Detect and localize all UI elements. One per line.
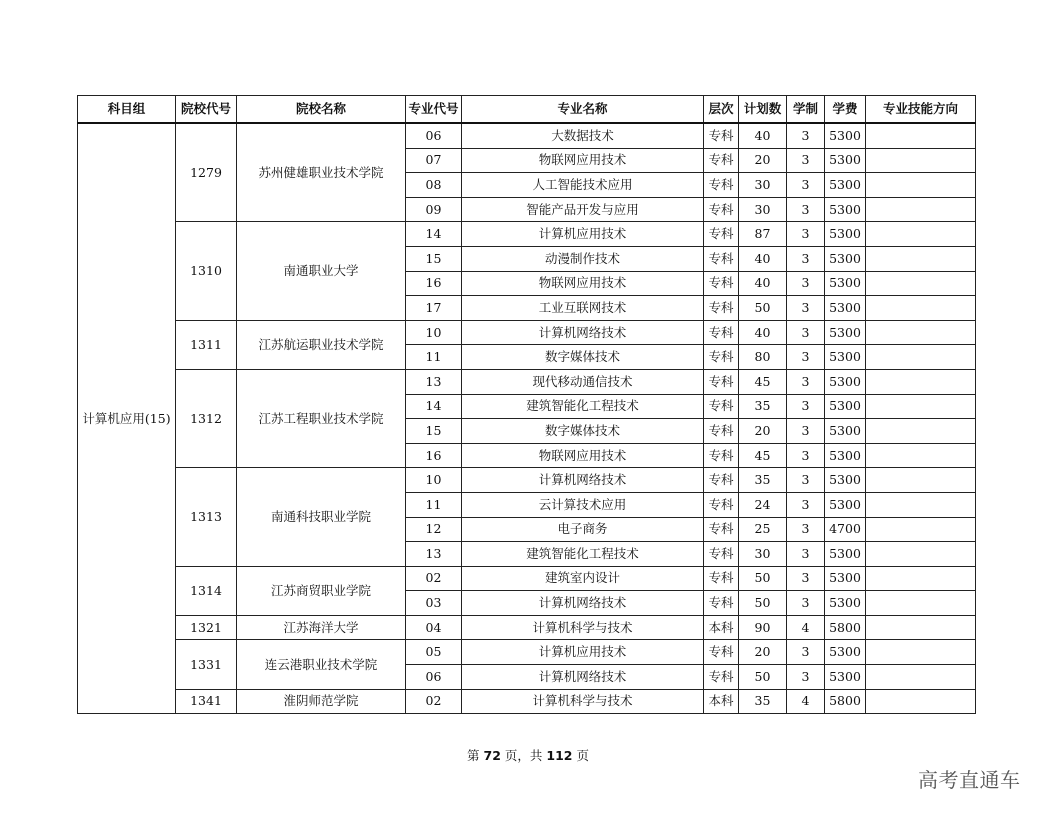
direction-cell (866, 296, 976, 321)
fee-cell: 5300 (825, 148, 866, 173)
direction-cell (866, 468, 976, 493)
major-code-cell: 10 (406, 468, 462, 493)
major-name-cell: 动漫制作技术 (462, 246, 704, 271)
fee-cell: 5300 (825, 394, 866, 419)
school-name-cell: 江苏商贸职业学院 (237, 566, 406, 615)
level-cell: 专科 (704, 222, 739, 247)
table-row (78, 369, 976, 394)
level-cell: 专科 (704, 296, 739, 321)
plan-cell: 87 (739, 222, 787, 247)
major-code-cell: 16 (406, 443, 462, 468)
plan-cell: 90 (739, 615, 787, 640)
footer-total-pages: 112 (546, 748, 573, 763)
direction-cell (866, 345, 976, 370)
header-fee: 学费 (825, 96, 866, 124)
table-body (78, 123, 976, 714)
duration-cell: 3 (787, 468, 825, 493)
fee-cell: 5300 (825, 443, 866, 468)
duration-cell: 3 (787, 296, 825, 321)
school-name-cell: 江苏工程职业技术学院 (237, 369, 406, 467)
major-code-cell: 11 (406, 345, 462, 370)
direction-cell (866, 689, 976, 714)
duration-cell: 3 (787, 517, 825, 542)
plan-cell: 35 (739, 394, 787, 419)
school-name-cell: 南通科技职业学院 (237, 468, 406, 566)
fee-cell: 5300 (825, 665, 866, 690)
major-code-cell: 06 (406, 123, 462, 148)
major-name-cell: 工业互联网技术 (462, 296, 704, 321)
fee-cell: 5300 (825, 173, 866, 198)
duration-cell: 3 (787, 443, 825, 468)
school-code-cell: 1313 (176, 468, 237, 566)
header-level: 层次 (704, 96, 739, 124)
level-cell: 专科 (704, 443, 739, 468)
fee-cell: 5300 (825, 492, 866, 517)
major-name-cell: 数字媒体技术 (462, 419, 704, 444)
direction-cell (866, 148, 976, 173)
school-name-cell: 淮阴师范学院 (237, 689, 406, 714)
major-code-cell: 04 (406, 615, 462, 640)
duration-cell: 3 (787, 542, 825, 567)
major-name-cell: 物联网应用技术 (462, 443, 704, 468)
school-code-cell: 1311 (176, 320, 237, 369)
major-code-cell: 11 (406, 492, 462, 517)
fee-cell: 5300 (825, 296, 866, 321)
duration-cell: 3 (787, 271, 825, 296)
plan-cell: 80 (739, 345, 787, 370)
major-code-cell: 17 (406, 296, 462, 321)
direction-cell (866, 443, 976, 468)
major-code-cell: 06 (406, 665, 462, 690)
level-cell: 本科 (704, 689, 739, 714)
plan-cell: 50 (739, 296, 787, 321)
level-cell: 专科 (704, 148, 739, 173)
direction-cell (866, 173, 976, 198)
direction-cell (866, 123, 976, 148)
table-row (78, 640, 976, 665)
major-code-cell: 14 (406, 394, 462, 419)
major-code-cell: 02 (406, 689, 462, 714)
plan-cell: 45 (739, 369, 787, 394)
fee-cell: 5300 (825, 566, 866, 591)
table-header-row (78, 96, 976, 124)
admission-plan-table (77, 95, 976, 714)
direction-cell (866, 615, 976, 640)
major-name-cell: 计算机网络技术 (462, 665, 704, 690)
plan-cell: 40 (739, 123, 787, 148)
plan-cell: 35 (739, 689, 787, 714)
level-cell: 专科 (704, 542, 739, 567)
fee-cell: 5800 (825, 689, 866, 714)
major-name-cell: 大数据技术 (462, 123, 704, 148)
duration-cell: 3 (787, 640, 825, 665)
direction-cell (866, 320, 976, 345)
major-code-cell: 15 (406, 246, 462, 271)
level-cell: 专科 (704, 246, 739, 271)
school-name-cell: 南通职业大学 (237, 222, 406, 320)
watermark: 高考直通车 (918, 768, 1021, 792)
major-name-cell: 数字媒体技术 (462, 345, 704, 370)
major-name-cell: 建筑室内设计 (462, 566, 704, 591)
plan-cell: 35 (739, 468, 787, 493)
direction-cell (866, 271, 976, 296)
school-code-cell: 1321 (176, 615, 237, 640)
level-cell: 专科 (704, 173, 739, 198)
major-code-cell: 13 (406, 369, 462, 394)
header-duration: 学制 (787, 96, 825, 124)
duration-cell: 3 (787, 566, 825, 591)
direction-cell (866, 222, 976, 247)
major-code-cell: 09 (406, 197, 462, 222)
fee-cell: 5300 (825, 222, 866, 247)
plan-cell: 50 (739, 566, 787, 591)
table-row (78, 222, 976, 247)
header-direction: 专业技能方向 (866, 96, 976, 124)
plan-cell: 20 (739, 419, 787, 444)
fee-cell: 5300 (825, 640, 866, 665)
fee-cell: 5300 (825, 591, 866, 616)
major-name-cell: 计算机科学与技术 (462, 689, 704, 714)
fee-cell: 4700 (825, 517, 866, 542)
plan-cell: 50 (739, 665, 787, 690)
duration-cell: 3 (787, 345, 825, 370)
header-plan: 计划数 (739, 96, 787, 124)
major-name-cell: 物联网应用技术 (462, 148, 704, 173)
direction-cell (866, 591, 976, 616)
school-name-cell: 江苏航运职业技术学院 (237, 320, 406, 369)
level-cell: 专科 (704, 419, 739, 444)
school-code-cell: 1341 (176, 689, 237, 714)
subject-group-cell: 计算机应用(15) (78, 123, 176, 714)
major-code-cell: 14 (406, 222, 462, 247)
level-cell: 专科 (704, 369, 739, 394)
table-row (78, 566, 976, 591)
major-name-cell: 计算机网络技术 (462, 591, 704, 616)
plan-cell: 50 (739, 591, 787, 616)
direction-cell (866, 419, 976, 444)
level-cell: 专科 (704, 566, 739, 591)
footer-prefix: 第 (467, 748, 480, 763)
fee-cell: 5300 (825, 271, 866, 296)
level-cell: 专科 (704, 468, 739, 493)
duration-cell: 3 (787, 197, 825, 222)
level-cell: 专科 (704, 591, 739, 616)
major-code-cell: 16 (406, 271, 462, 296)
duration-cell: 3 (787, 148, 825, 173)
major-name-cell: 智能产品开发与应用 (462, 197, 704, 222)
table-row (78, 468, 976, 493)
plan-cell: 24 (739, 492, 787, 517)
major-name-cell: 云计算技术应用 (462, 492, 704, 517)
duration-cell: 3 (787, 591, 825, 616)
header-major-code: 专业代号 (406, 96, 462, 124)
major-code-cell: 05 (406, 640, 462, 665)
school-code-cell: 1279 (176, 123, 237, 222)
plan-cell: 25 (739, 517, 787, 542)
fee-cell: 5800 (825, 615, 866, 640)
direction-cell (866, 640, 976, 665)
major-code-cell: 08 (406, 173, 462, 198)
major-name-cell: 建筑智能化工程技术 (462, 394, 704, 419)
plan-cell: 45 (739, 443, 787, 468)
duration-cell: 3 (787, 369, 825, 394)
major-code-cell: 03 (406, 591, 462, 616)
level-cell: 专科 (704, 123, 739, 148)
level-cell: 专科 (704, 320, 739, 345)
direction-cell (866, 665, 976, 690)
major-name-cell: 计算机网络技术 (462, 320, 704, 345)
major-code-cell: 02 (406, 566, 462, 591)
major-name-cell: 建筑智能化工程技术 (462, 542, 704, 567)
duration-cell: 3 (787, 665, 825, 690)
level-cell: 专科 (704, 271, 739, 296)
major-code-cell: 15 (406, 419, 462, 444)
major-code-cell: 13 (406, 542, 462, 567)
header-major-name: 专业名称 (462, 96, 704, 124)
fee-cell: 5300 (825, 320, 866, 345)
fee-cell: 5300 (825, 542, 866, 567)
level-cell: 专科 (704, 394, 739, 419)
duration-cell: 3 (787, 173, 825, 198)
header-school-code: 院校代号 (176, 96, 237, 124)
plan-cell: 30 (739, 542, 787, 567)
header-school-name: 院校名称 (237, 96, 406, 124)
major-code-cell: 07 (406, 148, 462, 173)
level-cell: 专科 (704, 640, 739, 665)
fee-cell: 5300 (825, 197, 866, 222)
direction-cell (866, 566, 976, 591)
major-name-cell: 计算机应用技术 (462, 222, 704, 247)
direction-cell (866, 246, 976, 271)
footer-mid: 页，共 (504, 748, 543, 763)
table-row (78, 320, 976, 345)
table-row (78, 123, 976, 148)
school-name-cell: 江苏海洋大学 (237, 615, 406, 640)
major-name-cell: 现代移动通信技术 (462, 369, 704, 394)
major-code-cell: 12 (406, 517, 462, 542)
table-row (78, 689, 976, 714)
duration-cell: 3 (787, 246, 825, 271)
major-name-cell: 计算机科学与技术 (462, 615, 704, 640)
direction-cell (866, 394, 976, 419)
duration-cell: 3 (787, 320, 825, 345)
plan-cell: 40 (739, 246, 787, 271)
plan-cell: 20 (739, 640, 787, 665)
major-name-cell: 计算机应用技术 (462, 640, 704, 665)
level-cell: 本科 (704, 615, 739, 640)
major-name-cell: 人工智能技术应用 (462, 173, 704, 198)
plan-cell: 20 (739, 148, 787, 173)
direction-cell (866, 517, 976, 542)
school-code-cell: 1331 (176, 640, 237, 689)
major-name-cell: 计算机网络技术 (462, 468, 704, 493)
fee-cell: 5300 (825, 246, 866, 271)
major-code-cell: 10 (406, 320, 462, 345)
level-cell: 专科 (704, 197, 739, 222)
level-cell: 专科 (704, 665, 739, 690)
major-name-cell: 物联网应用技术 (462, 271, 704, 296)
duration-cell: 3 (787, 419, 825, 444)
level-cell: 专科 (704, 517, 739, 542)
direction-cell (866, 492, 976, 517)
fee-cell: 5300 (825, 468, 866, 493)
level-cell: 专科 (704, 492, 739, 517)
fee-cell: 5300 (825, 419, 866, 444)
plan-cell: 30 (739, 197, 787, 222)
plan-cell: 40 (739, 320, 787, 345)
school-code-cell: 1310 (176, 222, 237, 320)
school-code-cell: 1314 (176, 566, 237, 615)
plan-cell: 40 (739, 271, 787, 296)
direction-cell (866, 197, 976, 222)
duration-cell: 3 (787, 394, 825, 419)
school-name-cell: 连云港职业技术学院 (237, 640, 406, 689)
duration-cell: 4 (787, 615, 825, 640)
page-footer (0, 746, 1056, 764)
direction-cell (866, 542, 976, 567)
level-cell: 专科 (704, 345, 739, 370)
direction-cell (866, 369, 976, 394)
school-name-cell: 苏州健雄职业技术学院 (237, 123, 406, 222)
duration-cell: 3 (787, 492, 825, 517)
fee-cell: 5300 (825, 123, 866, 148)
major-name-cell: 电子商务 (462, 517, 704, 542)
fee-cell: 5300 (825, 345, 866, 370)
plan-cell: 30 (739, 173, 787, 198)
duration-cell: 3 (787, 123, 825, 148)
footer-page-number: 72 (483, 748, 501, 763)
fee-cell: 5300 (825, 369, 866, 394)
school-code-cell: 1312 (176, 369, 237, 467)
footer-suffix: 页 (576, 748, 589, 763)
header-subject: 科目组 (78, 96, 176, 124)
duration-cell: 3 (787, 222, 825, 247)
table-row (78, 615, 976, 640)
duration-cell: 4 (787, 689, 825, 714)
